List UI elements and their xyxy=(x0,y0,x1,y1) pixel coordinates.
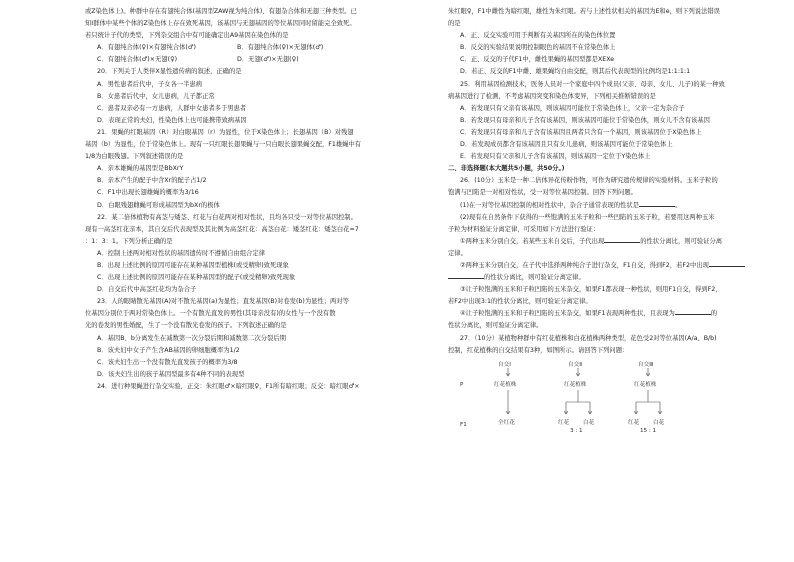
parent-label: 红花植株 xyxy=(494,381,517,388)
line-text: 二、非选择题(本大题共5小题，共50分。) xyxy=(448,165,565,173)
line-text: D．自交后代中高茎红花均为杂合子 xyxy=(97,286,197,294)
line-text: A．正、反交实验可用于判断有关基因所在的染色体位置 xyxy=(460,32,616,40)
selfing-label: 自交Ⅱ xyxy=(568,361,582,368)
line-text-after: 的性状分离比，则可验证分离 xyxy=(640,237,723,245)
line-text: B．反交的实验结果说明控制眼色的基因不在常染色体上 xyxy=(460,44,616,52)
line-text: A．亲本雄蝇的基因型是BbXrY xyxy=(97,165,184,173)
line-text: 27．（10分）某植物种群中有红花植株和白花植株两种类型，花色受2对等位基因(A/a、B/b) xyxy=(460,334,717,342)
option-text: B．有翅纯合体(♀)×无翅体(♂) xyxy=(237,44,324,52)
text-line xyxy=(85,248,445,260)
text-line xyxy=(448,212,794,224)
line-text: B．若发现只有母亲和儿子含有该基因，则该基因可能位于常染色体，则女儿不含有该基因 xyxy=(460,116,710,124)
line-text: 或Z染色体上)。种群中存在有翅纯合体(基因型ZAW视为纯合体)、有翅杂合体和无翅三种类型。已 xyxy=(85,8,357,15)
text-line xyxy=(85,224,445,236)
text-line xyxy=(85,320,445,332)
text-line xyxy=(85,308,445,320)
line-text: C．该夫妇生出一个没有散光直发孩子的概率为3/8 xyxy=(97,358,238,366)
offspring-label: 全红花 xyxy=(498,419,515,426)
answer-blank[interactable] xyxy=(604,236,640,243)
line-text: 饱满与凹陷是一对相对性状，受一对等位基因控制。回答下列问题。 xyxy=(448,189,637,197)
line-text: (2)现有在自然条件下获得的一些饱满的玉米子粒和一些凹陷的玉米子粒，若要用这两种玉米 xyxy=(460,213,715,221)
option-pair-line xyxy=(85,42,445,54)
text-line xyxy=(448,260,794,272)
line-text: D．若正、反交的F1中雌、雄果蝇均自由交配，则其后代表现型的比例均是1:1:1:1 xyxy=(460,68,691,76)
line-text: ③让子粒饱满的玉米和子粒凹陷的玉米杂交，如果F1都表现一种性状，则用F1自交，得到F2， xyxy=(460,286,722,294)
line-text: B．该夫妇中女子产生含AB基因的卵细胞概率为1/2 xyxy=(97,346,240,354)
text-line xyxy=(85,272,445,284)
answer-blank[interactable] xyxy=(675,308,711,315)
line-text: 子粒为材料验证分离定律，可采用如下方法进行验证： xyxy=(448,225,600,233)
text-line xyxy=(448,236,794,248)
text-line xyxy=(448,30,794,42)
line-text: 20．下列关于人类伴X显性遗传病的叙述，正确的是 xyxy=(97,68,242,76)
text-line xyxy=(85,30,445,42)
text-line xyxy=(85,18,445,30)
option-text: C．有翅纯合体(♂)×无翅(♀) xyxy=(97,56,178,64)
ratio-label: 3 : 1 xyxy=(570,427,583,434)
line-text: B．出现上述比例的原因可能存在某种基因型植株(或受精卵)致死现象 xyxy=(97,261,289,269)
text-line xyxy=(85,381,445,393)
text-line xyxy=(85,175,445,187)
text-line xyxy=(448,320,794,332)
line-text: D．白眼残翅雌蝇可形成基因型为bXr的极体 xyxy=(97,201,220,209)
text-line xyxy=(85,163,445,175)
text-line xyxy=(85,139,445,151)
line-text: D．该夫妇生出的孩子基因型最多有4种不同的表现型 xyxy=(97,370,245,378)
line-text: B．亲本产生的配子中含Xr的配子占1/2 xyxy=(97,177,207,185)
text-line xyxy=(448,345,794,357)
text-line xyxy=(448,151,794,163)
line-text: 若只统计子代的类型，下列杂交组合中有可能确定出A9基因在染色体的是 xyxy=(85,32,289,40)
text-line xyxy=(85,66,445,78)
text-line xyxy=(448,18,794,30)
line-text: D．表现正常的夫妇，性染色体上也可能携带致病基因 xyxy=(97,116,247,124)
line-text: 24．进行种果蝇进行杂交实验，正交：朱红眼♂×暗红眼♀，F1所有暗红眼；反交：暗红眼♂× xyxy=(97,382,360,390)
line-text: A．基因B、b分离发生在减数第一次分裂后期和减数第二次分裂后期 xyxy=(97,334,286,342)
line-text: C．出现上述比例的原因可能存在某种基因型的配子(或受精卵)致死现象 xyxy=(97,274,296,282)
text-line xyxy=(85,115,445,127)
text-line xyxy=(448,79,794,91)
text-line xyxy=(448,272,794,284)
option-pair-line xyxy=(85,54,445,66)
line-text: 现有一高茎红花亲本，其自交后代表现型及其比例为高茎红花：高茎白花：矮茎红花：矮茎白花=7 xyxy=(85,225,359,233)
answer-blank[interactable] xyxy=(448,272,484,279)
line-text: 光的卷发的男性婚配，生了一个没有散光卷发的孩子。下列叙述正确的是 xyxy=(85,322,287,330)
parent-label: 红花植株 xyxy=(564,381,587,388)
line-text: 性状分离比，则可验证分离定律。 xyxy=(448,322,543,330)
text-line xyxy=(448,200,794,212)
line-text: 的性状分离比，则可验证分离定律。 xyxy=(484,274,585,282)
text-line xyxy=(448,54,794,66)
cross-arrows xyxy=(448,358,788,448)
text-line xyxy=(448,42,794,54)
offspring-label: 白花 xyxy=(583,419,595,426)
line-text: (1)在一对等位基因控制的相对性状中，杂合子通常表现的性状是 xyxy=(460,201,639,209)
text-line xyxy=(85,236,445,248)
line-text: 21．果蝇的红眼基因（R）对白眼基因（r）为显性，位于X染色体上；长翅基因（B）对残翅 xyxy=(97,128,354,136)
text-line xyxy=(448,296,794,308)
section-heading xyxy=(448,163,794,175)
line-text: E．若发现只有父亲和儿子含有该基因，则该基因一定位于Y染色体上 xyxy=(460,153,651,161)
cross-diagram xyxy=(448,358,794,448)
line-text: 朱红眼♀，F1中雌性为暗红眼，雄性为朱红眼。若与上述性状相关的基因为E和e，则下列说法错误 xyxy=(448,8,720,15)
text-line xyxy=(448,308,794,320)
line-text: 知Ⅰ群体中某些个体的Z染色体上存在致死基因，该基因与无翅基因的等位基因同时留能完全致死。 xyxy=(85,20,356,28)
answer-blank[interactable] xyxy=(709,260,745,267)
selfing-label: 自交Ⅰ xyxy=(498,361,511,368)
text-line xyxy=(85,200,445,212)
text-line xyxy=(85,103,445,115)
selfing-label: 自交Ⅲ xyxy=(638,361,654,368)
text-line xyxy=(448,6,794,18)
text-line xyxy=(85,91,445,103)
parent-label: 红花植株 xyxy=(634,381,657,388)
line-text: 22．某二倍体植物有高茎与矮茎、红花与白花两对相对性状，且均各只受一对等位基因控制。 xyxy=(97,213,357,221)
line-text-after: 的 xyxy=(710,310,718,318)
line-text-after: 。 xyxy=(674,201,682,209)
offspring-label: 红花 xyxy=(628,419,640,426)
option-text: A．有翅纯合体(♀)×有翅纯合体(♂) xyxy=(97,44,196,52)
ratio-label: 15 : 1 xyxy=(640,427,657,434)
line-text: 定律。 xyxy=(448,249,467,257)
line-text: 1/8为白眼残翅。下列叙述错误的是 xyxy=(85,153,184,161)
line-text: ①两种玉米分别自交，若某些玉米自交后，子代出现 xyxy=(460,237,605,245)
text-line xyxy=(85,260,445,272)
line-text: 26．(10分）玉米是一种二倍体异花传粉作物，可作为研究遗传规律的实验材料。玉米子粒的 xyxy=(460,177,718,185)
line-text: ④让子粒饱满的玉米和子粒凹陷的玉米杂交，如果F1表现两种性状，且表现为 xyxy=(460,310,675,318)
text-line xyxy=(85,357,445,369)
text-line xyxy=(85,333,445,345)
text-line xyxy=(448,127,794,139)
text-line xyxy=(448,115,794,127)
line-text: 25．利用基因检测技术，医务人员对一个家庭中四个成员(父亲、母亲、女儿、儿子)的某一种致 xyxy=(460,80,725,88)
line-text: 基因（b）为显性，位于常染色体上。现有一只红眼长翅果蝇与一只白眼长翅果蝇交配，F1雄蝇中有 xyxy=(85,141,362,149)
text-line xyxy=(85,212,445,224)
line-text: C．患者双亲必有一方患病，人群中女患者多于男患者 xyxy=(97,104,247,112)
left-column xyxy=(85,6,445,393)
text-line xyxy=(448,175,794,187)
text-line xyxy=(448,91,794,103)
row-label-f1: F1 xyxy=(460,421,467,428)
text-line xyxy=(85,284,445,296)
line-text: 若F2中出现3:1的性状分离比，则可验证分离定律。 xyxy=(448,298,592,306)
text-line xyxy=(448,187,794,199)
text-line xyxy=(448,248,794,260)
text-line xyxy=(448,103,794,115)
line-text: C．若发现只有母亲和儿子含有该基因且两者只含有一个基因，则该基因位于X染色体上 xyxy=(460,128,702,136)
text-line xyxy=(85,6,445,18)
text-line xyxy=(85,345,445,357)
text-line xyxy=(448,224,794,236)
text-line xyxy=(85,127,445,139)
right-column xyxy=(448,6,794,448)
answer-blank[interactable] xyxy=(639,200,675,207)
line-text: 病基因进行了检测，不考虑基因突变和染色体变异，下列相关推断错误的是 xyxy=(448,92,656,100)
text-line xyxy=(448,66,794,78)
text-line xyxy=(85,369,445,381)
row-label-p: P xyxy=(460,381,464,388)
line-text: D．若发现成员都含有该基因且只有女儿患病，则该基因可能位于常染色体上 xyxy=(460,141,673,149)
text-line xyxy=(85,79,445,91)
text-line xyxy=(448,333,794,345)
line-text: C．正、反交的子代F1中，雌性果蝇的基因型都是XEXe xyxy=(460,56,615,64)
line-text: 控制，红花植株的自交结果有3种，如图所示。请回答下列问题： xyxy=(448,346,629,354)
line-text: A．若发现只有父亲有该基因，则该基因可能位于常染色体上，父亲一定为杂合子 xyxy=(460,104,685,112)
text-line xyxy=(448,139,794,151)
line-text: 23．人的眼睛散光基因(A)对不散光基因(a)为显性；直发基因(B)对卷发(b)为显性；两对等 xyxy=(97,298,349,306)
line-text: C．F1中出现长翅雄蝇的概率为3/16 xyxy=(97,189,199,197)
text-line xyxy=(85,151,445,163)
line-text: ②两种玉米分别自交，在子代中选择两种纯合子进行杂交，F1自交，得到F2，若F2中出现 xyxy=(460,261,709,269)
line-text: 的是 xyxy=(448,20,461,28)
line-text: A．控制上述两对相对性状的基因遗传时不遵循自由组合定律 xyxy=(97,249,266,257)
text-line xyxy=(85,187,445,199)
line-text: ：1：3：1。下列分析正确的是 xyxy=(85,237,173,245)
line-text: A．男性患者后代中，子女各一半患病 xyxy=(97,80,203,88)
text-line xyxy=(85,296,445,308)
offspring-label: 白花 xyxy=(653,419,665,426)
offspring-label: 红花 xyxy=(558,419,570,426)
option-text: D．无翅(♂)×无翅(♀) xyxy=(237,56,299,64)
text-line xyxy=(448,284,794,296)
line-text: 位基因分别位于两对常染色体上。一个有散光直发的男性(其母亲没有)的女性与一个没有散 xyxy=(85,310,336,318)
line-text: B．女患者后代中，女儿患病，儿子都正常 xyxy=(97,92,215,100)
